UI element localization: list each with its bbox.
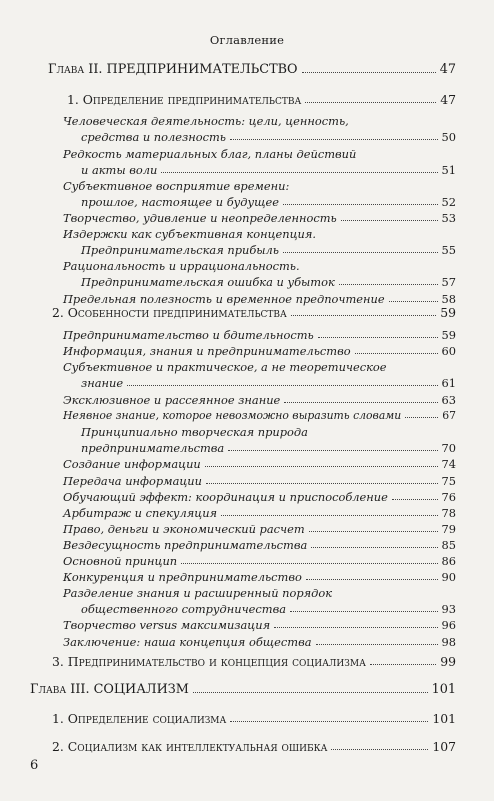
toc-entry-line: Рациональность и иррациональность.: [63, 259, 300, 273]
entry-page: 75: [441, 474, 456, 488]
leader-dots: [221, 515, 437, 516]
entry-title: Предпринимательская ошибка и убыток: [81, 275, 335, 289]
entry-page: 58: [441, 292, 456, 306]
leader-dots: [316, 644, 438, 645]
toc-entry: [63, 618, 456, 632]
leader-dots: [291, 315, 436, 316]
toc-entry: [63, 506, 456, 520]
entry-page: 70: [441, 441, 456, 455]
entry-title: Глава III. СОЦИАЛИЗМ: [30, 682, 189, 697]
running-header: Оглавление: [209, 33, 285, 47]
entry-page: 55: [441, 243, 456, 257]
toc-entry: [63, 490, 456, 504]
toc-entry: [81, 195, 456, 209]
toc-entry: [63, 635, 456, 649]
leader-dots: [274, 627, 437, 628]
entry-title: Творчество, удивление и неопределенность: [63, 211, 337, 225]
page-number: 6: [30, 758, 39, 773]
entry-title: прошлое, настоящее и будущее: [81, 195, 279, 209]
entry-page: 85: [441, 538, 456, 552]
leader-dots: [311, 547, 437, 548]
entry-title: Творчество versus максимизация: [63, 618, 271, 632]
toc-entry: [63, 409, 456, 422]
entry-page: 78: [441, 506, 456, 520]
entry-title: Эксклюзивное и рассеянное знание: [63, 393, 281, 407]
toc-entry-line: Издержки как субъективная концепция.: [63, 227, 317, 241]
entry-page: 61: [441, 376, 456, 390]
toc-entry: [81, 376, 456, 390]
leader-dots: [228, 450, 437, 451]
leader-dots: [309, 531, 438, 532]
entry-page: 60: [441, 344, 456, 358]
entry-page: 47: [439, 62, 456, 77]
toc-entry-chapter-3: [30, 682, 456, 697]
leader-dots: [193, 692, 428, 693]
entry-title: Арбитраж и спекуляция: [63, 506, 218, 520]
entry-page: 47: [440, 92, 456, 107]
entry-page: 52: [441, 195, 456, 209]
toc-entry: [81, 602, 456, 616]
toc-entry-section: [52, 739, 456, 754]
leader-dots: [392, 499, 438, 500]
entry-page: 101: [432, 711, 456, 726]
leader-dots: [318, 337, 438, 338]
leader-dots: [283, 252, 437, 253]
toc-entry: [63, 570, 456, 584]
leader-dots: [306, 579, 438, 580]
toc-entry: [63, 474, 456, 488]
toc-entry: [63, 211, 456, 225]
toc-entry: [81, 243, 456, 257]
leader-dots: [206, 483, 438, 484]
toc-entry: [63, 344, 456, 358]
entry-page: 63: [441, 393, 456, 407]
entry-page: 99: [440, 654, 456, 669]
entry-page: 86: [441, 554, 456, 568]
toc-entry-line: Субъективное восприятие времени:: [63, 179, 290, 193]
leader-dots: [355, 353, 438, 354]
toc-entry: [63, 554, 456, 568]
entry-title: средства и полезность: [81, 130, 226, 144]
entry-title: Конкуренция и предпринимательство: [63, 570, 302, 584]
toc-entry: [63, 292, 456, 306]
leader-dots: [305, 102, 436, 103]
entry-title: Глава II. ПРЕДПРИНИМАТЕЛЬСТВО: [48, 62, 298, 77]
leader-dots: [161, 172, 437, 173]
entry-page: 57: [441, 275, 456, 289]
entry-title: Заключение: наша концепция общества: [63, 635, 312, 649]
entry-title: общественного сотрудничества: [81, 602, 287, 616]
toc-entry-line: Человеческая деятельность: цели, ценность,: [63, 114, 349, 128]
toc-entry-line: Принципиально творческая природа: [81, 425, 308, 439]
entry-title: Основной принцип: [63, 554, 178, 568]
entry-page: 59: [441, 328, 456, 342]
entry-title: Право, деньги и экономический расчет: [63, 522, 305, 536]
leader-dots: [339, 284, 438, 285]
leader-dots: [302, 72, 436, 73]
toc-entry: [63, 522, 456, 536]
toc-entry: [81, 275, 456, 289]
entry-title: и акты воли: [81, 163, 158, 177]
entry-page: 93: [441, 602, 456, 616]
leader-dots: [181, 563, 437, 564]
entry-title: Предельная полезность и временное предпочтение: [63, 292, 385, 306]
entry-page: 101: [431, 682, 456, 697]
entry-page: 50: [441, 130, 456, 144]
toc-entry-section: [52, 654, 456, 669]
entry-page: 59: [440, 305, 456, 320]
entry-page: 53: [441, 211, 456, 225]
toc-entry: [81, 163, 456, 177]
toc-entry: [63, 393, 456, 407]
entry-title: 1. Определение социализма: [52, 711, 227, 726]
entry-title: Обучающий эффект: координация и приспособление: [63, 490, 388, 504]
toc-entry-line: Субъективное и практическое, а не теоретическое: [63, 360, 387, 374]
entry-title: Вездесущность предпринимательства: [63, 538, 308, 552]
entry-page: 67: [442, 409, 456, 422]
entry-title: знание: [81, 376, 124, 390]
leader-dots: [283, 204, 438, 205]
entry-page: 51: [441, 163, 456, 177]
leader-dots: [230, 139, 438, 140]
entry-title: Создание информации: [63, 457, 201, 471]
leader-dots: [127, 385, 437, 386]
toc-entry: [81, 130, 456, 144]
leader-dots: [389, 301, 438, 302]
leader-dots: [331, 749, 428, 750]
leader-dots: [405, 417, 438, 418]
leader-dots: [205, 466, 438, 467]
toc-entry: [63, 457, 456, 471]
entry-page: 74: [441, 457, 456, 471]
entry-page: 107: [432, 739, 456, 754]
leader-dots: [284, 402, 437, 403]
leader-dots: [370, 664, 436, 665]
entry-page: 76: [441, 490, 456, 504]
entry-title: предпринимательства: [81, 441, 225, 455]
leader-dots: [341, 220, 438, 221]
entry-title: 3. Предпринимательство и концепция социализма: [52, 654, 366, 669]
toc-entry-line: Редкость материальных благ, планы действий: [63, 147, 357, 161]
entry-title: Предпринимательство и бдительность: [63, 328, 314, 342]
entry-title: 1. Определение предпринимательства: [67, 92, 302, 107]
entry-title: Передача информации: [63, 474, 202, 488]
toc-entry-section: [67, 92, 456, 107]
toc-entry: [63, 328, 456, 342]
toc-entry-section: [52, 711, 456, 726]
entry-page: 90: [441, 570, 456, 584]
entry-title: 2. Особенности предпринимательства: [52, 305, 287, 320]
entry-page: 96: [441, 618, 456, 632]
toc-entry-section: [52, 305, 456, 320]
entry-page: 98: [441, 635, 456, 649]
leader-dots: [290, 611, 437, 612]
toc-entry: [63, 538, 456, 552]
entry-title: 2. Социализм как интеллектуальная ошибка: [52, 739, 328, 754]
leader-dots: [230, 721, 428, 722]
toc-entry-line: Разделение знания и расширенный порядок: [63, 586, 333, 600]
toc-entry-chapter-2: [48, 62, 456, 77]
entry-title: Предпринимательская прибыль: [81, 243, 280, 257]
entry-title: Информация, знания и предпринимательство: [63, 344, 351, 358]
entry-title: Неявное знание, которое невозможно выразить словами: [63, 409, 402, 422]
entry-page: 79: [441, 522, 456, 536]
toc-entry: [81, 441, 456, 455]
